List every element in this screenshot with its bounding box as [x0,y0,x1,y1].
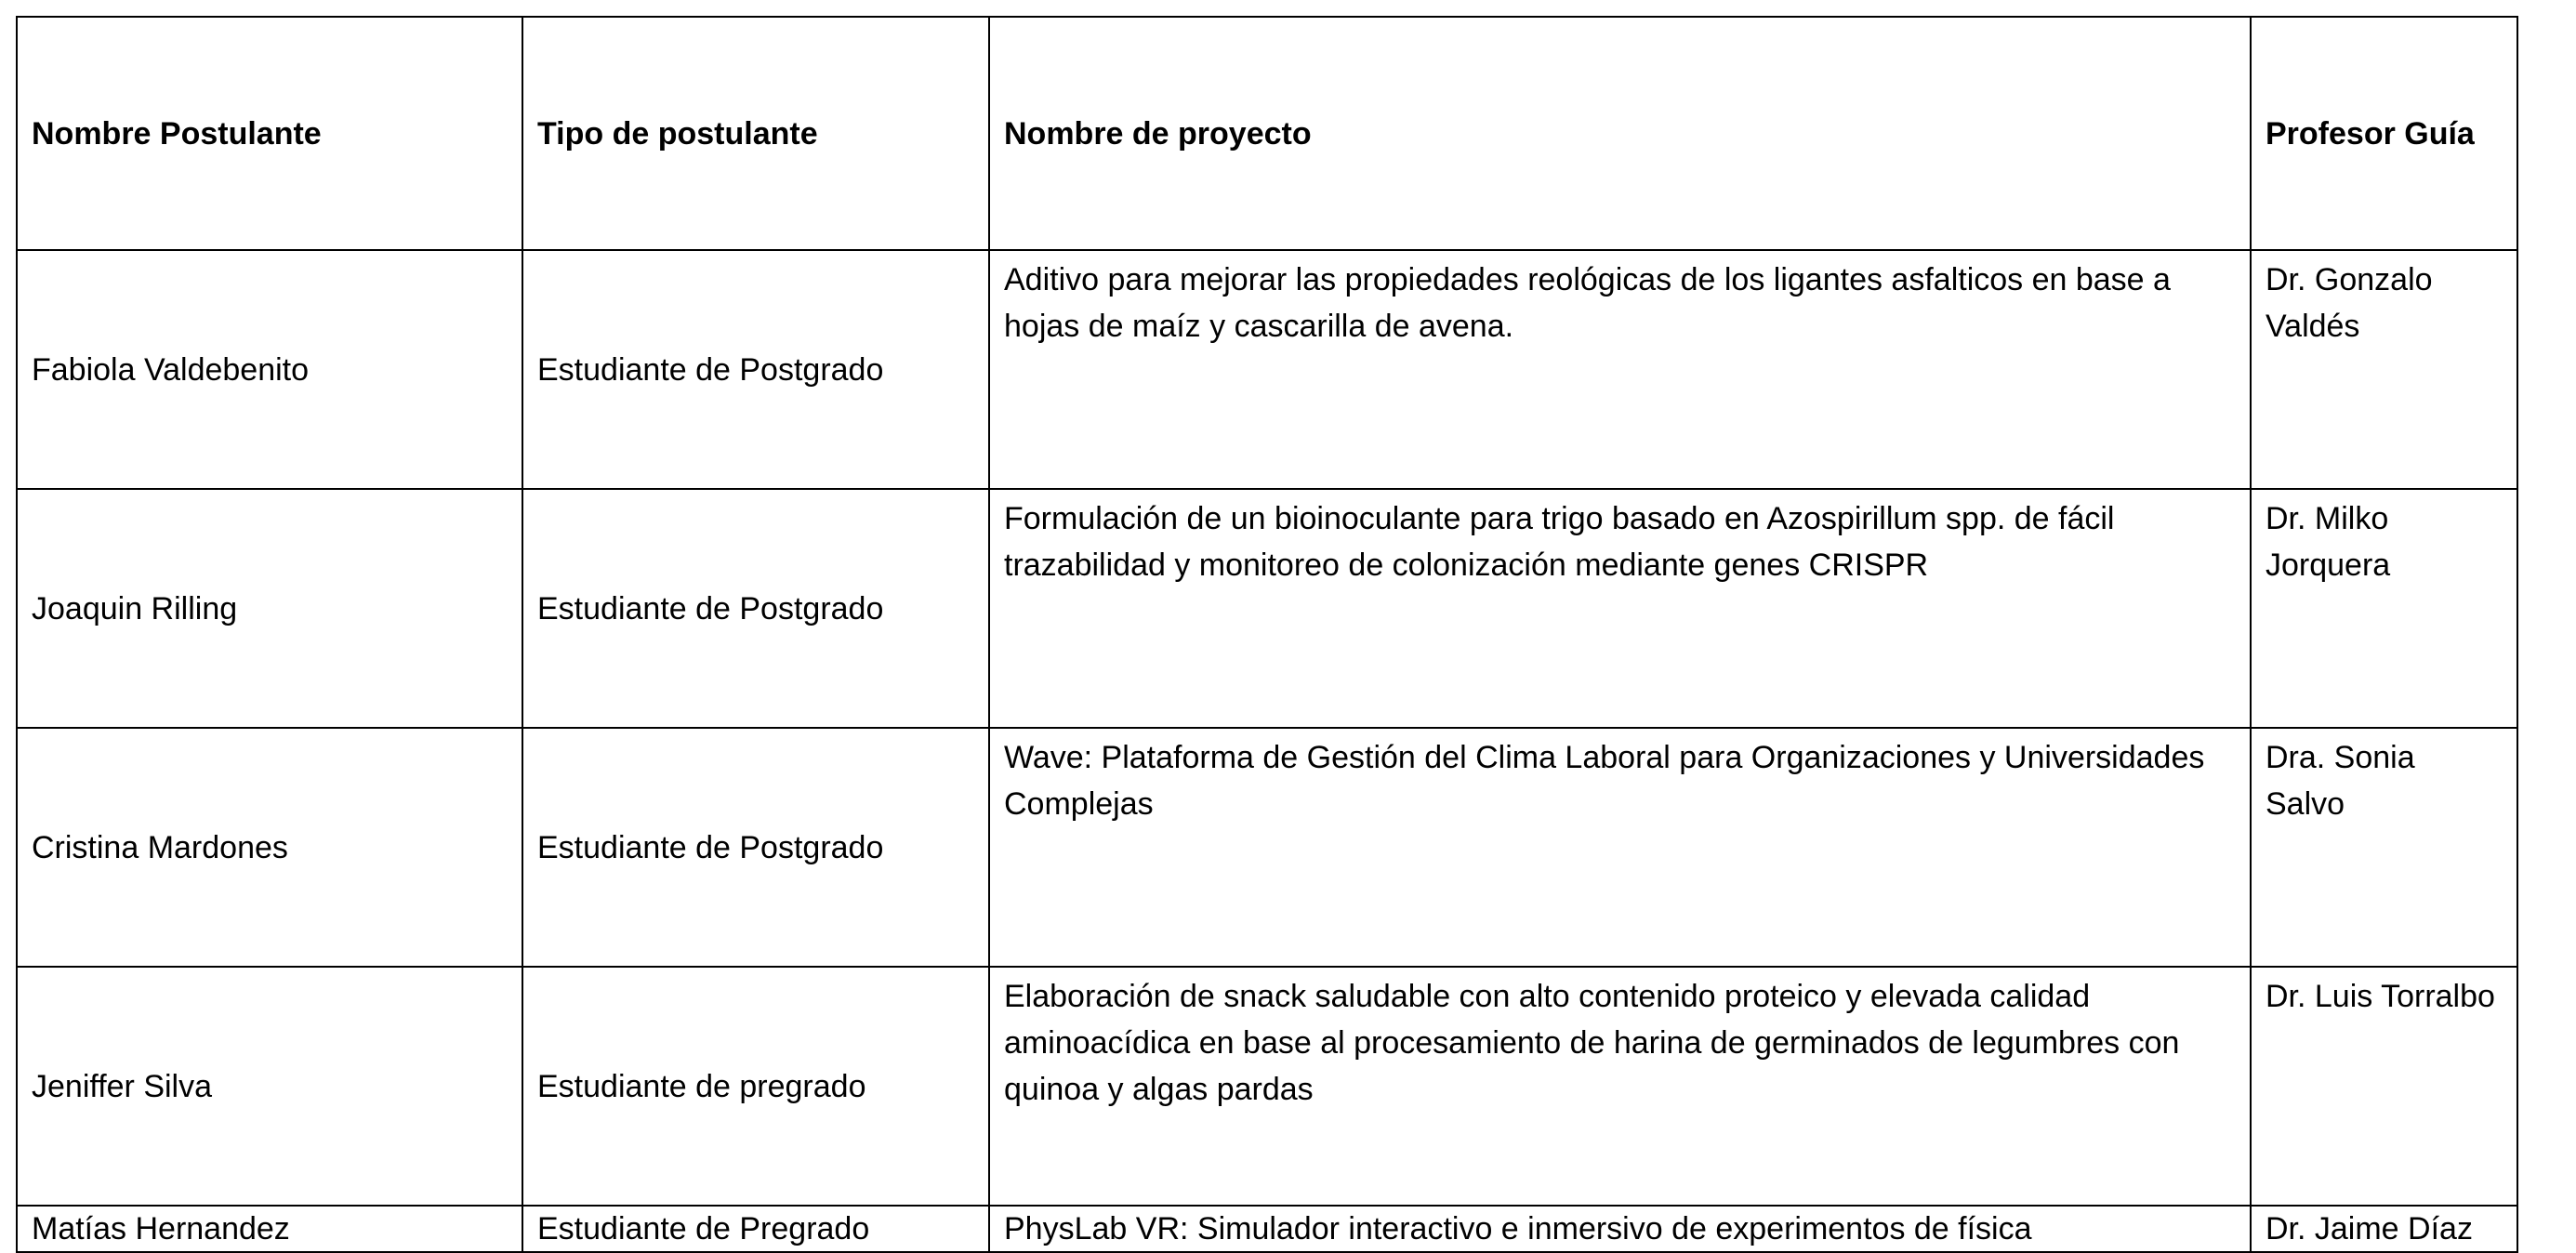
cell-tipo: Estudiante de Postgrado [522,728,989,967]
cell-profesor: Dr. Milko Jorquera [2251,489,2517,728]
cell-profesor: Dr. Jaime Díaz [2251,1206,2517,1252]
cell-nombre: Matías Hernandez [17,1206,522,1252]
applicants-table [16,16,2518,1253]
cell-tipo: Estudiante de Postgrado [522,250,989,489]
cell-proyecto: Formulación de un bioinoculante para trigo basado en Azospirillum spp. de fácil trazabilidad y monitoreo de colonización mediante genes CRISPR [989,489,2251,728]
cell-proyecto: Aditivo para mejorar las propiedades reológicas de los ligantes asfalticos en base a hojas de maíz y cascarilla de avena. [989,250,2251,489]
cell-proyecto: Wave: Plataforma de Gestión del Clima Laboral para Organizaciones y Universidades Complejas [989,728,2251,967]
cell-proyecto: PhysLab VR: Simulador interactivo e inmersivo de experimentos de física [989,1206,2251,1252]
cell-tipo: Estudiante de Postgrado [522,489,989,728]
table-row [17,489,2517,728]
cell-profesor: Dr. Gonzalo Valdés [2251,250,2517,489]
cell-proyecto: Elaboración de snack saludable con alto contenido proteico y elevada calidad aminoacídica en base al procesamiento de harina de germinados de legumbres con quinoa y algas pardas [989,967,2251,1206]
header-profesor-guia: Profesor Guía [2251,17,2517,250]
table-row [17,250,2517,489]
cell-tipo: Estudiante de Pregrado [522,1206,989,1252]
header-nombre-proyecto: Nombre de proyecto [989,17,2251,250]
table-row [17,728,2517,967]
table-header-row [17,17,2517,250]
cell-nombre: Fabiola Valdebenito [17,250,522,489]
cell-nombre: Jeniffer Silva [17,967,522,1206]
table-row [17,967,2517,1206]
header-nombre-postulante: Nombre Postulante [17,17,522,250]
cell-profesor: Dra. Sonia Salvo [2251,728,2517,967]
cell-nombre: Cristina Mardones [17,728,522,967]
table-row [17,1206,2517,1252]
cell-tipo: Estudiante de pregrado [522,967,989,1206]
cell-nombre: Joaquin Rilling [17,489,522,728]
header-tipo-postulante: Tipo de postulante [522,17,989,250]
cell-profesor: Dr. Luis Torralbo [2251,967,2517,1206]
